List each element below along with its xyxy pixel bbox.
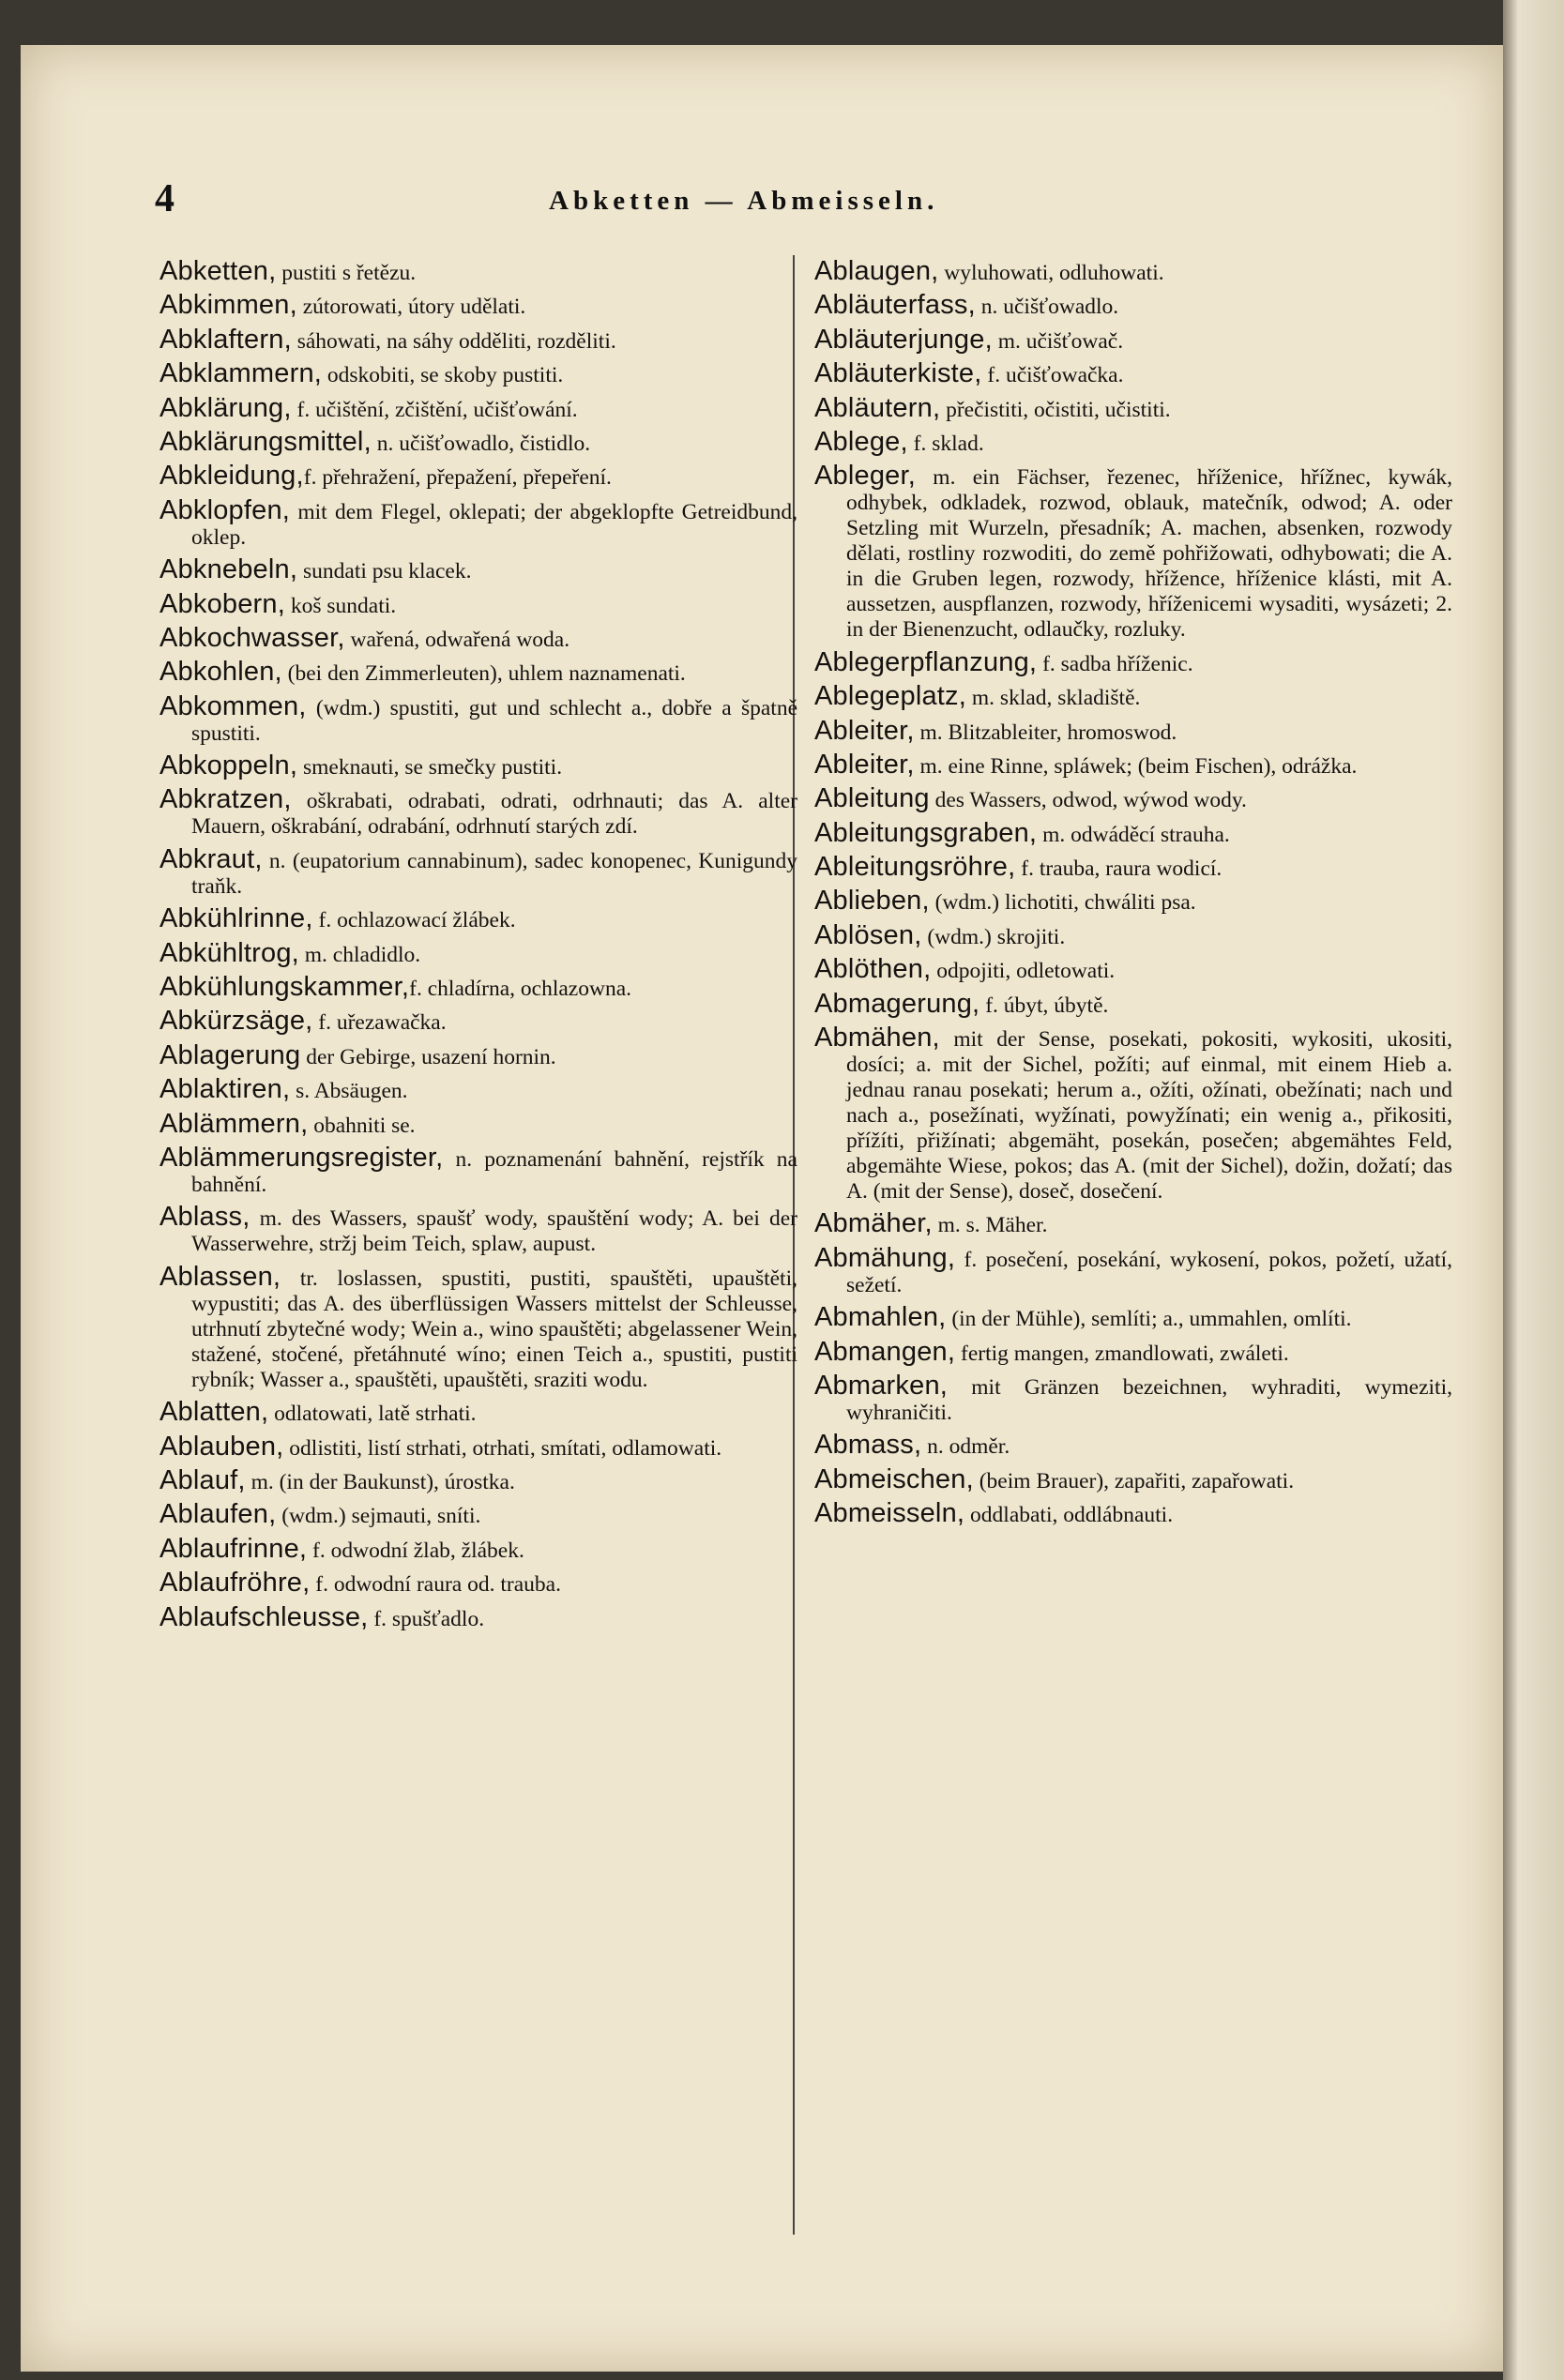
dictionary-entry [159,324,797,355]
entry-definition: f. odwodní raura od. trauba. [310,1572,561,1598]
entry-headword: Ablege, [814,426,908,457]
entry-headword: Abmäher, [814,1208,933,1239]
entry-definition: m. ein Fächser, řezenec, hříženice, hřížnec, kywák, odhybek, odkladek, rozwod, oblauk, matečník, odwod; A. oder Setzling mit Wurzeln, přesadník; A. machen, absenken, rozwody dělati, rostliny rozwoditi, do země pohřižowati, odhybowati; die A. in die Gruben legen, rozwody, hřížence, hříženice klásti, mit A. aussetzen, auspflanzen, rozwody, hříženicemi wysaditi, wysázeti; 2. in der Bienenzucht, odlaučky, rozluky. [846,465,1452,643]
entry-headword: Abläuterfass, [814,290,976,321]
dictionary-entry [159,358,797,389]
dictionary-entry [814,783,1452,814]
dictionary-entry [159,256,797,286]
dictionary-entry [814,646,1452,677]
entry-definition: odskobiti, se skoby pustiti. [322,363,564,388]
entry-headword: Ablaufrinne, [159,1533,308,1564]
entry-headword: Ablagerung [159,1039,301,1070]
entry-definition: s. Absäugen. [290,1079,408,1104]
entry-headword: Ablaufröhre, [159,1568,311,1599]
right-column [814,256,1452,1536]
dictionary-entry [814,463,1452,643]
dictionary-entry [159,1570,797,1598]
dictionary-entry [159,659,797,687]
entry-definition: (wdm.) sejmauti, sníti. [276,1504,481,1529]
dictionary-entry [159,972,797,1003]
entry-headword: Ableger, [814,461,917,492]
entry-definition: oškrabati, odrabati, odrati, odrhnauti; das A. alter Mauern, oškrabání, odrabání, odrhnutí starých zdí. [191,789,797,840]
entry-headword: Abmeisseln, [814,1498,965,1529]
entry-headword: Abmahlen, [814,1302,947,1333]
dictionary-entry [159,1142,797,1198]
dictionary-entry [814,817,1452,848]
dictionary-entry [159,290,797,321]
entry-definition: m. des Wassers, spaušť wody, spauštění wody; A. bei der Wasserwehre, stržj beim Teich, splaw, aupust. [191,1206,797,1257]
entry-definition: f. sklad. [907,431,984,456]
entry-headword: Abkürzsäge, [159,1006,313,1037]
dictionary-entry [814,988,1452,1019]
left-column [159,256,797,1639]
dictionary-entry [159,622,797,653]
entry-headword: Abmähen, [814,1023,940,1054]
entry-headword: Ablaugen, [814,256,939,286]
dictionary-entry [814,919,1452,950]
entry-headword: Ablösen, [814,919,922,950]
entry-headword: Abläuterjunge, [814,324,993,355]
entry-headword: Ablauf, [159,1464,246,1495]
entry-definition: wyluhowati, odluhowati. [938,261,1164,285]
entry-headword: Abmagerung, [814,988,980,1019]
entry-definition: (wdm.) lichotiti, chwáliti psa. [929,890,1196,916]
entry-headword: Abkommen, [159,690,307,721]
dictionary-entry [159,426,797,457]
entry-definition: (wdm.) skrojiti. [921,924,1066,949]
entry-headword: Abmeischen, [814,1463,974,1494]
dictionary-entry [814,1242,1452,1298]
entry-definition: m. odwáděcí strauha. [1037,822,1230,847]
entry-definition: odlatowati, latě strhati. [268,1402,477,1427]
dictionary-entry [159,1039,797,1070]
entry-definition: fertig mangen, zmandlowati, zwáleti. [955,1341,1289,1366]
page-number: 4 [155,177,175,220]
dictionary-entry [159,1261,797,1393]
entry-definition: n. poznamenání bahnění, rejstřík na bahnění. [191,1146,797,1197]
dictionary-entry [814,1025,1452,1205]
entry-definition: tr. loslassen, spustiti, pustiti, spauštěti, upauštěti, wypustiti; das A. des überflüssigen Wassers mittelst der Schleusse, utrhnutí zbytečné wody; Wein a., wino spauštěti; abgelassener Wein, stažené, stočené, přetáhnuté wíno; einen Teich a., spustiti, pustiti rybník; Wasser a., spauštěti, upauštěti, sraziti wodu. [191,1266,797,1392]
entry-definition: (in der Mühle), semlíti; a., ummahlen, omlíti. [946,1307,1352,1332]
entry-definition: (bei den Zimmerleuten), uhlem naznamenati. [281,661,686,687]
dictionary-entry [159,554,797,585]
entry-definition: obahniti se. [308,1113,416,1138]
entry-definition: f. ochlazowací žlábek. [312,908,516,933]
entry-definition: m. učišťowač. [992,328,1124,354]
entry-headword: Abläuterkiste, [814,358,982,389]
entry-definition: m. Blitzableiter, hromoswod. [914,720,1177,745]
entry-headword: Ableiter, [814,749,915,780]
entry-definition: m. eine Rinne, spláwek; (beim Fischen), odrážka. [914,753,1358,779]
dictionary-entry [814,888,1452,916]
entry-headword: Ableitungsröhre, [814,852,1016,883]
dictionary-entry [159,937,797,968]
entry-definition: wařená, odwařená woda. [344,627,570,652]
entry-definition: f. spušťadlo. [368,1606,485,1631]
entry-headword: Ablämmern, [159,1108,309,1139]
entry-definition: f. trauba, raura wodicí. [1015,856,1222,882]
page-header [155,177,1055,220]
entry-definition: f. učištění, zčištění, učišťowání. [291,397,578,422]
entry-definition: odpojiti, odletowati. [931,959,1116,984]
entry-headword: Abmähung, [814,1242,956,1273]
dictionary-entry [159,784,797,840]
entry-definition: m. s. Mäher. [932,1213,1048,1238]
entry-definition: f. uřezawačka. [312,1010,447,1036]
entry-headword: Ablaufen, [159,1499,277,1530]
entry-headword: Abkraut, [159,843,263,874]
running-head: Abketten — Abmeisseln. [549,186,939,216]
entry-definition: sundati psu klacek. [297,559,472,584]
dictionary-entry [814,426,1452,457]
entry-headword: Abklärungsmittel, [159,426,372,457]
entry-definition: (wdm.) spustiti, gut und schlecht a., dobře a špatně spustiti. [191,695,797,746]
entry-definition: n. učišťowadlo. [975,295,1119,320]
entry-headword: Ablämmerungsregister, [159,1142,444,1173]
entry-definition: smeknauti, se smečky pustiti. [297,755,563,781]
dictionary-entry [814,852,1452,883]
entry-definition: koš sundati. [285,593,397,618]
entry-headword: Ablöthen, [814,954,932,985]
entry-definition: mit der Sense, posekati, pokositi, wykositi, ukositi, dosíci; a. mit der Sichel, požíti; auf einmal, mit einem Hieb a. jednau ranau posekati; herum a., ožíti, ožínati, obežínati; nach und nach a., posežínati, wyžínati, powyžínati; ein wenig a., přikositi, přížíti, přižínati; abgemäht, posekán, posečen; abgemähtes Feld, abgemähte Wiese, pokos; das A. (mit der Sichel), dožin, dožatí; das A. (mit der Sense), doseč, dosečení. [846,1027,1452,1205]
dictionary-entry [159,1074,797,1105]
dictionary-entry [814,954,1452,985]
entry-definition: f. úbyt, úbytě. [979,993,1109,1018]
entry-headword: Ablegeplatz, [814,681,967,712]
adjacent-page-edge [1503,0,1564,2380]
dictionary-entry [159,1533,797,1564]
entry-definition: odlistiti, listí strhati, otrhati, smítati, odlamowati. [283,1435,722,1461]
entry-definition: m. (in der Baukunst), úrostka. [245,1469,515,1494]
entry-headword: Abklammern, [159,358,323,389]
entry-headword: Ablass, [159,1202,251,1233]
dictionary-entry [159,1464,797,1495]
dictionary-entry [814,324,1452,355]
entry-headword: Abklaftern, [159,324,292,355]
entry-definition: f. posečení, posekání, wykosení, pokos, požetí, užatí, sežetí. [846,1247,1452,1297]
entry-headword: Ablauben, [159,1431,284,1462]
entry-headword: Abklopfen, [159,494,291,525]
entry-headword: Abkratzen, [159,784,292,815]
entry-definition: mit dem Flegel, oklepati; der abgeklopfte Getreidbund, oklep. [191,499,797,550]
entry-headword: Abknebeln, [159,554,298,585]
entry-headword: Abläutern, [814,392,941,423]
dictionary-entry [814,681,1452,712]
dictionary-entry [159,690,797,747]
entry-headword: Abklärung, [159,392,292,423]
dictionary-entry [814,256,1452,286]
entry-headword: Abkühltrog, [159,937,299,968]
entry-headword: Abkobern, [159,588,285,619]
dictionary-entry [159,750,797,781]
dictionary-entry [159,1008,797,1036]
entry-definition: der Gebirge, usazení hornin. [300,1044,556,1069]
entry-headword: Abkühlrinne, [159,903,313,934]
entry-definition: f. učišťowačka. [981,363,1124,388]
entry-definition: n. (eupatorium cannabinum), sadec konopenec, Kunigundy traňk. [191,848,797,899]
dictionary-entry [814,1336,1452,1367]
entry-definition: m. sklad, skladiště. [966,686,1141,711]
dictionary-entry [159,392,797,423]
entry-headword: Abkohlen, [159,657,282,688]
dictionary-entry [814,1208,1452,1239]
dictionary-entry [814,392,1452,423]
dictionary-entry [159,903,797,934]
dictionary-entry [159,1601,797,1632]
entry-headword: Ablaufschleusse, [159,1601,369,1632]
entry-headword: Abkochwasser, [159,622,345,653]
dictionary-entry [159,1202,797,1257]
entry-headword: Abkühlungskammer, [159,972,410,1003]
entry-headword: Ableitungsgraben, [814,817,1038,848]
entry-headword: Ablaktiren, [159,1074,291,1105]
dictionary-entry [159,463,797,491]
dictionary-entry [814,1430,1452,1461]
dictionary-entry [159,1431,797,1462]
dictionary-entry [159,843,797,900]
entry-definition: oddlabati, oddlábnauti. [964,1503,1174,1528]
dictionary-entry [159,588,797,619]
entry-headword: Ableiter, [814,715,915,746]
dictionary-entry [814,1370,1452,1426]
entry-headword: Ablegerpflanzung, [814,646,1038,677]
dictionary-entry [814,1302,1452,1333]
entry-headword: Ableitung [814,783,930,814]
entry-headword: Abmass, [814,1430,922,1461]
entry-definition: pustiti s řetězu. [276,261,417,285]
dictionary-entry [159,1499,797,1530]
dictionary-entry [814,290,1452,321]
entry-definition: f. sadba hříženic. [1037,651,1193,676]
entry-definition: přečistiti, očistiti, učistiti. [940,397,1171,422]
entry-headword: Abmarken, [814,1370,949,1401]
dictionary-entry [814,749,1452,780]
entry-definition: (beim Brauer), zapařiti, zapařowati. [973,1468,1295,1493]
entry-definition: n. odměr. [921,1434,1010,1460]
entry-definition: m. chladidlo. [298,942,421,967]
entry-headword: Abmangen, [814,1336,956,1367]
entry-definition: f. přehražení, přepažení, přepeření. [303,465,612,491]
entry-headword: Ablassen, [159,1261,281,1292]
entry-headword: Abkoppeln, [159,750,298,781]
entry-definition: n. učišťowadlo, čistidlo. [371,431,591,456]
entry-headword: Ablatten, [159,1397,269,1428]
entry-definition: f. chladírna, ochlazowna. [409,977,632,1002]
entry-headword: Ablieben, [814,886,930,917]
entry-definition: mit Gränzen bezeichnen, wyhraditi, wymeziti, wyhraničiti. [846,1374,1452,1425]
dictionary-entry [159,1108,797,1139]
dictionary-entry [159,1397,797,1428]
entry-definition: f. odwodní žlab, žlábek. [307,1538,524,1563]
entry-headword: Abkleidung, [159,461,304,492]
entry-definition: sáhowati, na sáhy odděliti, rozděliti. [291,328,616,354]
entry-definition: des Wassers, odwod, wýwod wody. [929,788,1247,813]
dictionary-entry [814,358,1452,389]
entry-headword: Abkimmen, [159,290,297,321]
entry-headword: Abketten, [159,256,277,286]
dictionary-entry [814,715,1452,746]
entry-definition: zútorowati, útory udělati. [296,295,526,320]
dictionary-entry [814,1463,1452,1494]
dictionary-entry [159,494,797,551]
dictionary-entry [814,1498,1452,1529]
